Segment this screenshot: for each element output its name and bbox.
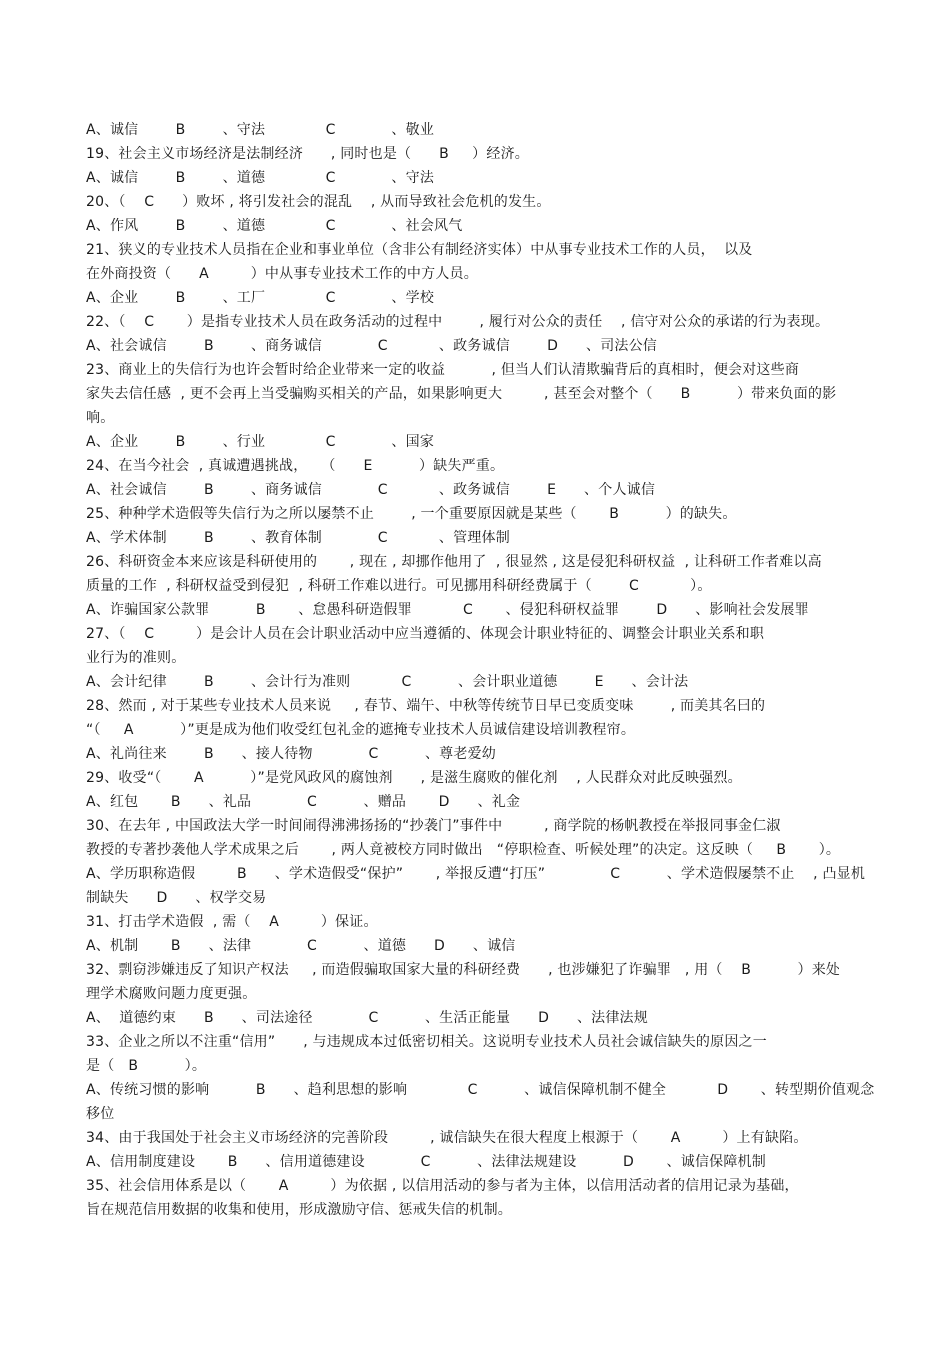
text-line: 制缺失 D 、权学交易 — [86, 890, 267, 906]
text-line: A、作风 B 、道德 C 、社会风气 — [86, 218, 463, 234]
text-line: 在外商投资（ A ）中从事专业技术工作的中方人员。 — [86, 266, 478, 282]
text-line: A、学历职称造假 B 、学术造假受“保护” , 举报反遭“打压” C 、学术造假屡禁不止 , 凸显机 — [86, 866, 866, 882]
text-line: 是（ B ）。 — [86, 1058, 207, 1074]
text-line: A、 道德约束 B 、司法途径 C 、生活正能量 D 、法律法规 — [86, 1010, 648, 1026]
text-line: 29、收受“（ A ）”是党风政风的腐蚀剂 , 是滋生腐败的催化剂 , 人民群众对此反映强烈。 — [86, 770, 742, 786]
text-line: 27、（ C ）是会计人员在会计职业活动中应当遵循的、体现会计职业特征的、调整会计职业关系和职 — [86, 626, 765, 642]
text-line: 响。 — [86, 410, 115, 426]
text-line: A、企业 B 、行业 C 、国家 — [86, 434, 435, 450]
text-line: 业行为的准则。 — [86, 650, 186, 666]
text-line: A、诚信 B 、守法 C 、敬业 — [86, 122, 435, 138]
text-line: A、礼尚往来 B 、接人待物 C 、尊老爱幼 — [86, 746, 496, 762]
text-line: A、传统习惯的影响 B 、趋利思想的影响 C 、诚信保障机制不健全 D 、转型期价值观念 — [86, 1082, 875, 1098]
text-line: 理学术腐败问题力度更强。 — [86, 986, 257, 1002]
text-line: A、诚信 B 、道德 C 、守法 — [86, 170, 435, 186]
text-line: 家失去信任感 , 更不会再上当受骗购买相关的产品，如果影响更大 , 甚至会对整个（ B ）带来负面的影 — [86, 386, 837, 402]
text-line: 23、商业上的失信行为也许会暂时给企业带来一定的收益 , 但当人们认清欺骗背后的真相时，便会对这些商 — [86, 362, 800, 378]
text-line: 32、剽窃涉嫌违反了知识产权法 , 而造假骗取国家大量的科研经费 , 也涉嫌犯了诈骗罪 , 用（ B ）来处 — [86, 962, 841, 978]
text-line: 26、科研资金本来应该是科研使用的 , 现在 , 却挪作他用了 , 很显然 , 这是侵犯科研权益 , 让科研工作者难以高 — [86, 554, 822, 570]
text-line: 34、由于我国处于社会主义市场经济的完善阶段 , 诚信缺失在很大程度上根源于（ A ）上有缺陷。 — [86, 1130, 808, 1146]
text-line: A、信用制度建设 B 、信用道德建设 C 、法律法规建设 D 、诚信保障机制 — [86, 1154, 766, 1170]
text-line: A、学术体制 B 、教育体制 C 、管理体制 — [86, 530, 510, 546]
text-line: 28、然而 , 对于某些专业技术人员来说 , 春节、端午、中秋等传统节日早已变质变味 , 而美其名曰的 — [86, 698, 766, 714]
text-line: 24、在当今社会 , 真诚遭遇挑战， （ E ）缺失严重。 — [86, 458, 505, 474]
text-line: 35、社会信用体系是以（ A ）为依据 , 以信用活动的参与者为主体，以信用活动者的信用记录为基础， — [86, 1178, 799, 1194]
text-line: 21、狭义的专业技术人员指在企业和事业单位（含非公有制经济实体）中从事专业技术工作的人员， 以及 — [86, 242, 753, 258]
text-line: 30、在去年 , 中国政法大学一时间闹得沸沸扬扬的“抄袭门”事件中 , 商学院的杨帆教授在举报同事金仁淑 — [86, 818, 781, 834]
text-line: 25、种种学术造假等失信行为之所以屡禁不止 , 一个重要原因就是某些（ B ）的缺失。 — [86, 506, 737, 522]
text-line: 31、打击学术造假 , 需（ A ）保证。 — [86, 914, 378, 930]
text-line: A、红包 B 、礼品 C 、赠品 D 、礼金 — [86, 794, 521, 810]
text-line: A、机制 B 、法律 C 、道德 D 、诚信 — [86, 938, 516, 954]
text-line: 旨在规范信用数据的收集和使用，形成激励守信、惩戒失信的机制。 — [86, 1202, 512, 1218]
text-line: 19、社会主义市场经济是法制经济 , 同时也是（ B ）经济。 — [86, 146, 529, 162]
text-line: 22、（ C ）是指专业技术人员在政务活动的过程中 , 履行对公众的责任 , 信守对公众的承诺的行为表现。 — [86, 314, 830, 330]
text-line: 移位 — [86, 1106, 115, 1122]
text-line: A、会计纪律 B 、会计行为准则 C 、会计职业道德 E 、会计法 — [86, 674, 689, 690]
text-line: 33、企业之所以不注重“信用” , 与违规成本过低密切相关。这说明专业技术人员社会诚信缺失的原因之一 — [86, 1034, 767, 1050]
text-line: A、企业 B 、工厂 C 、学校 — [86, 290, 435, 306]
text-line: 质量的工作 , 科研权益受到侵犯 , 科研工作难以进行。可见挪用科研经费属于（ C ）。 — [86, 578, 712, 594]
text-line: A、诈骗国家公款罪 B 、怠愚科研造假罪 C 、侵犯科研权益罪 D 、影响社会发展罪 — [86, 602, 809, 618]
text-line: “（ A ）”更是成为他们收受红包礼金的遮掩专业技术人员诚信建设培训教程帘。 — [86, 722, 636, 738]
text-line: 教授的专著抄袭他人学术成果之后 , 两人竟被校方同时做出 “停职检查、听候处理”的决定。这反映（ B ）。 — [86, 842, 841, 858]
text-line: 20、（ C ）败坏 , 将引发社会的混乱 , 从而导致社会危机的发生。 — [86, 194, 551, 210]
text-line: A、社会诚信 B 、商务诚信 C 、政务诚信 D 、司法公信 — [86, 338, 657, 354]
text-line: A、社会诚信 B 、商务诚信 C 、政务诚信 E 、个人诚信 — [86, 482, 656, 498]
